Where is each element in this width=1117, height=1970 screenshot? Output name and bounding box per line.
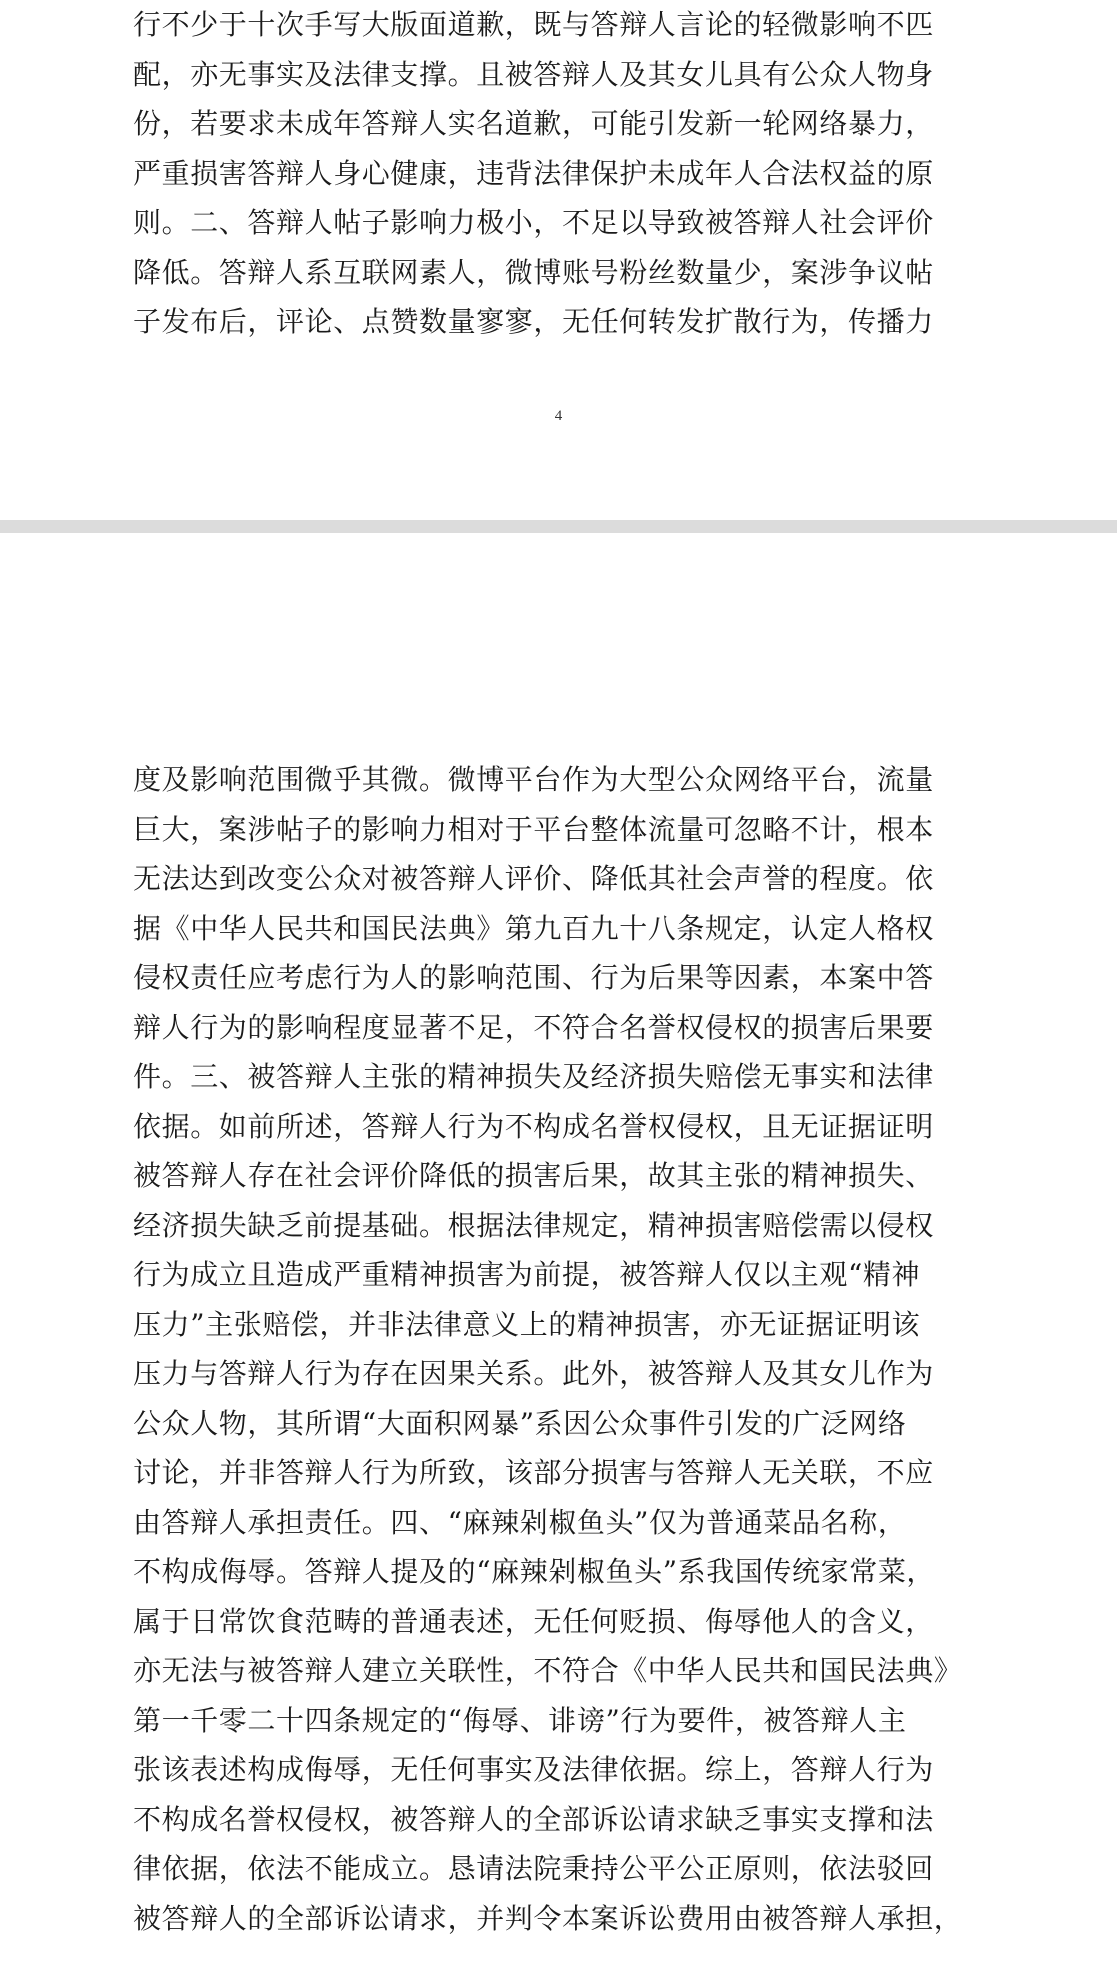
text-line: 不构成侮辱。答辩人提及的“麻辣剁椒鱼头”系我国传统家常菜，	[133, 1555, 936, 1588]
text-line: 侵权责任应考虑行为人的影响范围、行为后果等因素，本案中答	[133, 961, 934, 994]
text-line: 被答辩人的全部诉讼请求，并判令本案诉讼费用由被答辩人承担，	[133, 1901, 963, 1935]
text-line: 被答辩人存在社会评价降低的损害后果，故其主张的精神损失、	[133, 1159, 934, 1192]
text-line: 辩人行为的影响程度显著不足，不符合名誉权侵权的损害后果要	[133, 1010, 934, 1044]
text-line: 据《中华人民共和国民法典》第九百九十八条规定，认定人格权	[133, 911, 934, 945]
text-line: 经济损失缺乏前提基础。根据法律规定，精神损害赔偿需以侵权	[133, 1208, 934, 1242]
text-line: 件。三、被答辩人主张的精神损失及经济损失赔偿无事实和法律	[133, 1060, 934, 1093]
document-page-5	[0, 533, 1117, 1970]
text-line: 律依据，依法不能成立。恳请法院秉持公平公正原则，依法驳回	[133, 1852, 934, 1885]
text-line: 则。二、答辩人帖子影响力极小，不足以导致被答辩人社会评价	[133, 206, 934, 239]
text-line: 不构成名誉权侵权，被答辩人的全部诉讼请求缺乏事实支撑和法	[133, 1802, 934, 1836]
text-line: 公众人物，其所谓“大面积网暴”系因公众事件引发的广泛网络	[133, 1406, 907, 1440]
text-line: 由答辩人承担责任。四、“麻辣剁椒鱼头”仅为普通菜品名称，	[133, 1505, 907, 1539]
text-line: 亦无法与被答辩人建立关联性，不符合《中华人民共和国民法典》	[133, 1654, 963, 1687]
page-4-text-block	[133, 0, 993, 347]
text-line: 严重损害答辩人身心健康，违背法律保护未成年人合法权益的原	[133, 156, 934, 190]
text-line: 配，亦无事实及法律支撑。且被答辩人及其女儿具有公众人物身	[133, 57, 934, 91]
text-line: 度及影响范围微乎其微。微博平台作为大型公众网络平台，流量	[133, 763, 934, 796]
text-line: 行为成立且造成严重精神损害为前提，被答辩人仅以主观“精神	[133, 1258, 921, 1291]
text-line: 行不少于十次手写大版面道歉，既与答辩人言论的轻微影响不匹	[133, 8, 934, 41]
document-page-4	[0, 0, 1117, 520]
text-line: 子发布后，评论、点赞数量寥寥，无任何转发扩散行为，传播力	[133, 305, 934, 338]
text-line: 降低。答辩人系互联网素人，微博账号粉丝数量少，案涉争议帖	[133, 255, 934, 289]
text-line: 依据。如前所述，答辩人行为不构成名誉权侵权，且无证据证明	[133, 1109, 934, 1143]
text-line: 第一千零二十四条规定的“侮辱、诽谤”行为要件，被答辩人主	[133, 1703, 907, 1737]
text-line: 巨大，案涉帖子的影响力相对于平台整体流量可忽略不计，根本	[133, 812, 934, 846]
page-5-text-block	[133, 755, 993, 1943]
text-line: 压力”主张赔偿，并非法律意义上的精神损害，亦无证据证明该	[133, 1307, 921, 1341]
page-number: 4	[554, 408, 563, 424]
text-line: 份，若要求未成年答辩人实名道歉，可能引发新一轮网络暴力，	[133, 107, 934, 140]
text-line: 压力与答辩人行为存在因果关系。此外，被答辩人及其女儿作为	[133, 1357, 934, 1390]
text-line: 无法达到改变公众对被答辩人评价、降低其社会声誉的程度。依	[133, 862, 934, 895]
text-line: 讨论，并非答辩人行为所致，该部分损害与答辩人无关联，不应	[133, 1456, 934, 1489]
text-line: 张该表述构成侮辱，无任何事实及法律依据。综上，答辩人行为	[133, 1753, 934, 1786]
text-line: 属于日常饮食范畴的普通表述，无任何贬损、侮辱他人的含义，	[133, 1604, 934, 1638]
page-separator	[0, 520, 1117, 533]
